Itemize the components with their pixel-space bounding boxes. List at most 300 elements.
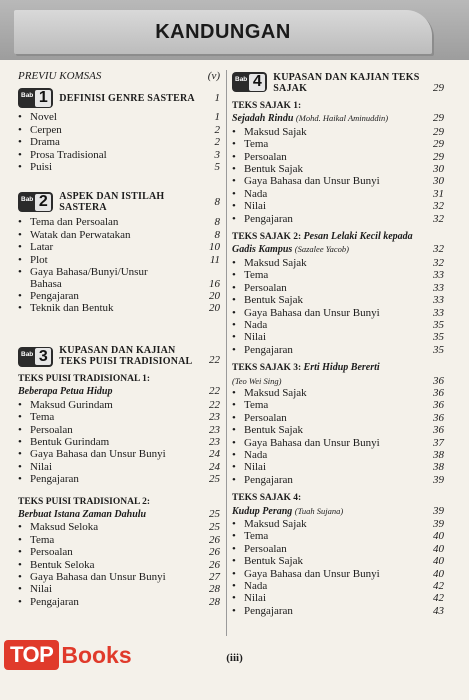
toc-item[interactable] bbox=[232, 175, 444, 187]
bullet-icon: • bbox=[18, 423, 22, 436]
section-subtitle-text: Sejadah Rindu bbox=[232, 113, 294, 125]
bullet-icon: • bbox=[18, 533, 22, 546]
item-page: 29 bbox=[433, 125, 444, 138]
toc-item[interactable] bbox=[18, 546, 220, 558]
toc-item[interactable] bbox=[18, 161, 220, 173]
bullet-icon: • bbox=[232, 306, 236, 319]
bullet-icon: • bbox=[232, 448, 236, 461]
item-page: 28 bbox=[209, 595, 220, 608]
section-subtitle-text: Beberapa Petua Hidup bbox=[18, 386, 113, 398]
item-page: 26 bbox=[209, 558, 220, 571]
toc-item[interactable] bbox=[232, 269, 444, 281]
item-page: 28 bbox=[209, 583, 220, 596]
section-heading-label: TEKS SAJAK 2: bbox=[232, 232, 302, 243]
item-page: 27 bbox=[209, 570, 220, 583]
section-subtitle-text: Pesan Lelaki Kecil kepada bbox=[303, 231, 413, 243]
bullet-icon: • bbox=[232, 518, 236, 530]
toc-item[interactable] bbox=[18, 399, 220, 411]
toc-item[interactable] bbox=[232, 592, 444, 604]
chapter-number: 2 bbox=[35, 194, 51, 211]
section-page: 22 bbox=[209, 385, 220, 398]
bullet-icon: • bbox=[18, 460, 22, 473]
toc-item[interactable] bbox=[18, 290, 220, 302]
bullet-icon: • bbox=[18, 398, 22, 411]
bullet-icon: • bbox=[232, 386, 236, 399]
toc-item[interactable] bbox=[232, 424, 444, 436]
bullet-icon: • bbox=[232, 592, 236, 605]
item-label: Persoalan bbox=[30, 546, 73, 559]
item-page: 32 bbox=[433, 200, 444, 213]
chapter-title bbox=[273, 72, 433, 94]
item-page: 36 bbox=[433, 424, 444, 437]
bullet-icon: • bbox=[232, 163, 236, 176]
item-page: 38 bbox=[433, 461, 444, 474]
chapter-badge-word: Bab bbox=[21, 92, 34, 100]
toc-item[interactable] bbox=[232, 200, 444, 212]
page-number: (iii) bbox=[226, 652, 243, 664]
toc-item[interactable] bbox=[232, 518, 444, 530]
chapter-badge bbox=[18, 347, 53, 367]
item-label: Plot bbox=[30, 253, 48, 266]
toc-item[interactable] bbox=[18, 448, 220, 460]
item-page: 2 bbox=[214, 136, 220, 149]
bullet-icon: • bbox=[232, 424, 236, 437]
item-label: Nilai bbox=[30, 583, 52, 596]
chapter-title-line1: KUPASAN DAN KAJIAN bbox=[59, 344, 176, 356]
toc-item[interactable] bbox=[18, 559, 220, 571]
logo-top: TOP bbox=[4, 640, 59, 670]
item-label: Pengajaran bbox=[244, 604, 293, 617]
item-label: Teknik dan Bentuk bbox=[30, 302, 114, 315]
chapter-page: 29 bbox=[433, 81, 444, 94]
item-label: Gaya Bahasa dan Unsur Bunyi bbox=[244, 567, 380, 580]
chapter-badge-word: Bab bbox=[21, 350, 34, 358]
bullet-icon: • bbox=[232, 343, 236, 356]
section-heading: TEKS PUISI TRADISIONAL 1: bbox=[18, 373, 151, 384]
item-page: 31 bbox=[433, 187, 444, 200]
bullet-icon: • bbox=[18, 411, 22, 424]
item-label: Nilai bbox=[30, 460, 52, 473]
section-heading: TEKS SAJAK 1: bbox=[232, 101, 302, 111]
section-page: 29 bbox=[433, 112, 444, 125]
section-subtitle[interactable] bbox=[18, 508, 220, 521]
toc-item[interactable] bbox=[232, 257, 444, 269]
section-subtitle[interactable] bbox=[232, 375, 444, 387]
chapter-number: 4 bbox=[249, 74, 265, 91]
item-page: 11 bbox=[209, 253, 220, 266]
toc-item[interactable] bbox=[232, 605, 444, 617]
section-subtitle-text: Kudup Perang bbox=[232, 505, 293, 517]
item-page: 23 bbox=[209, 435, 220, 448]
section-subtitle[interactable] bbox=[232, 243, 444, 256]
item-label: Maksud Sajak bbox=[244, 256, 307, 269]
toc-item[interactable] bbox=[232, 213, 444, 225]
item-page: 23 bbox=[209, 423, 220, 436]
section-subtitle-continued: Gadis Kampus bbox=[232, 244, 293, 256]
item-label: Maksud Gurindam bbox=[30, 398, 113, 411]
bullet-icon: • bbox=[232, 530, 236, 543]
chapter-number: 3 bbox=[35, 348, 51, 365]
item-label: Novel bbox=[30, 111, 57, 124]
toc-item[interactable] bbox=[232, 163, 444, 175]
bullet-icon: • bbox=[232, 187, 236, 200]
item-label: Nilai bbox=[244, 200, 266, 213]
item-page: 23 bbox=[209, 411, 220, 424]
item-page: 35 bbox=[433, 331, 444, 344]
bullet-icon: • bbox=[18, 546, 22, 559]
section-subtitle[interactable] bbox=[18, 385, 220, 398]
toc-item[interactable] bbox=[18, 571, 220, 583]
item-page: 35 bbox=[433, 318, 444, 331]
chapter-badge-word: Bab bbox=[235, 76, 248, 83]
item-page: 16 bbox=[209, 278, 220, 291]
item-label: Maksud Sajak bbox=[244, 386, 307, 399]
item-page: 40 bbox=[433, 530, 444, 543]
bullet-icon: • bbox=[18, 161, 22, 174]
bullet-icon: • bbox=[232, 461, 236, 474]
bullet-icon: • bbox=[18, 290, 22, 303]
bullet-icon: • bbox=[232, 411, 236, 424]
item-page: 40 bbox=[433, 567, 444, 580]
item-label: Pengajaran bbox=[244, 343, 293, 356]
item-label: Persoalan bbox=[244, 150, 287, 163]
toc-item[interactable] bbox=[18, 583, 220, 595]
toc-item[interactable] bbox=[232, 319, 444, 331]
chapter-heading-bab4[interactable] bbox=[232, 72, 444, 94]
item-page: 37 bbox=[433, 436, 444, 449]
bullet-icon: • bbox=[232, 318, 236, 331]
section-page: 32 bbox=[433, 243, 444, 256]
item-page: 29 bbox=[433, 138, 444, 151]
page-title: KANDUNGAN bbox=[155, 20, 291, 43]
item-label: Bentuk Sajak bbox=[244, 555, 303, 568]
bullet-icon: • bbox=[232, 567, 236, 580]
preview-page: (v) bbox=[207, 70, 220, 82]
item-page: 8 bbox=[214, 228, 220, 241]
item-page: 20 bbox=[209, 290, 220, 303]
header-band bbox=[0, 0, 469, 60]
toc-right-column bbox=[232, 70, 444, 617]
item-page: 30 bbox=[433, 175, 444, 188]
toc-item[interactable] bbox=[18, 302, 220, 314]
bullet-icon: • bbox=[232, 436, 236, 449]
bullet-icon: • bbox=[232, 200, 236, 213]
item-page: 8 bbox=[214, 216, 220, 229]
bullet-icon: • bbox=[18, 253, 22, 266]
toc-item[interactable] bbox=[232, 568, 444, 580]
item-label: Maksud Sajak bbox=[244, 125, 307, 138]
chapter-heading-bab3[interactable] bbox=[18, 345, 220, 367]
bullet-icon: • bbox=[232, 580, 236, 593]
toc-item[interactable] bbox=[232, 331, 444, 343]
chapter-page: 8 bbox=[214, 196, 220, 209]
bullet-icon: • bbox=[232, 473, 236, 486]
item-label: Tema bbox=[30, 533, 55, 546]
logo-books: Books bbox=[61, 641, 132, 668]
chapter-title: ASPEK DAN ISTILAH SASTERA bbox=[59, 191, 165, 214]
chapter-badge-word: Bab bbox=[21, 196, 34, 204]
bullet-icon: • bbox=[232, 138, 236, 151]
toc-item[interactable] bbox=[232, 580, 444, 592]
item-page: 35 bbox=[433, 343, 444, 356]
toc-item[interactable] bbox=[232, 412, 444, 424]
section-heading: TEKS SAJAK 4: bbox=[232, 493, 302, 504]
toc-item[interactable] bbox=[232, 138, 444, 150]
item-label: Tema bbox=[244, 399, 269, 412]
item-label: Bentuk Gurindam bbox=[30, 435, 110, 448]
section-subtitle-text: Berbuat Istana Zaman Dahulu bbox=[18, 508, 147, 520]
item-page: 38 bbox=[433, 448, 444, 461]
item-page: 32 bbox=[433, 212, 444, 225]
bullet-icon: • bbox=[18, 435, 22, 448]
bullet-icon: • bbox=[232, 212, 236, 225]
toc-item[interactable] bbox=[18, 596, 220, 608]
item-page: 26 bbox=[209, 533, 220, 546]
chapter-heading-bab2[interactable] bbox=[18, 191, 220, 213]
toc-item[interactable] bbox=[18, 436, 220, 448]
toc-item[interactable] bbox=[232, 399, 444, 411]
toc-item[interactable] bbox=[232, 282, 444, 294]
item-page: 24 bbox=[209, 448, 220, 461]
chapter-heading-bab1[interactable] bbox=[18, 88, 220, 108]
item-page: 24 bbox=[209, 460, 220, 473]
toc-item[interactable] bbox=[232, 543, 444, 555]
toc-item[interactable] bbox=[18, 473, 220, 485]
chapter-title-line2: TEKS PUISI TRADISIONAL bbox=[59, 355, 193, 367]
item-page: 36 bbox=[433, 399, 444, 412]
item-label: Tema bbox=[244, 138, 269, 151]
item-label: Cerpen bbox=[30, 123, 62, 136]
toc-item[interactable] bbox=[232, 530, 444, 542]
section-page: 36 bbox=[433, 374, 444, 387]
section-page: 39 bbox=[433, 504, 444, 517]
section-heading: TEKS PUISI TRADISIONAL 2: bbox=[18, 496, 151, 507]
bullet-icon: • bbox=[18, 148, 22, 161]
section-author: (Tuah Sujana) bbox=[294, 505, 344, 516]
bullet-icon: • bbox=[18, 570, 22, 583]
item-label: Maksud Sajak bbox=[244, 518, 307, 530]
bullet-icon: • bbox=[18, 241, 22, 254]
item-label: Pengajaran bbox=[30, 473, 79, 486]
toc-item[interactable] bbox=[18, 124, 220, 136]
toc-item[interactable] bbox=[18, 136, 220, 148]
item-page: 43 bbox=[433, 604, 444, 617]
toc-entry-previu[interactable] bbox=[18, 70, 220, 82]
item-page: 40 bbox=[433, 542, 444, 555]
bullet-icon: • bbox=[232, 269, 236, 282]
bullet-icon: • bbox=[18, 473, 22, 486]
section-heading bbox=[232, 231, 444, 243]
item-label: Drama bbox=[30, 136, 60, 149]
item-label: Persoalan bbox=[244, 281, 287, 294]
bullet-icon: • bbox=[18, 111, 22, 124]
item-label: Persoalan bbox=[30, 423, 73, 436]
toc-item[interactable] bbox=[18, 254, 220, 266]
item-page: 1 bbox=[214, 111, 220, 124]
bullet-icon: • bbox=[232, 331, 236, 344]
item-page: 42 bbox=[433, 592, 444, 605]
chapter-title: DEFINISI GENRE SASTERA bbox=[59, 92, 195, 104]
section-subtitle[interactable] bbox=[232, 112, 444, 125]
toc-item[interactable] bbox=[232, 437, 444, 449]
toc-item[interactable] bbox=[232, 294, 444, 306]
toc-item[interactable] bbox=[232, 344, 444, 356]
item-label: Nada bbox=[244, 318, 268, 331]
toc-item[interactable] bbox=[18, 216, 220, 228]
section-heading bbox=[232, 362, 444, 374]
toc-item[interactable] bbox=[232, 387, 444, 399]
toc-item[interactable] bbox=[18, 424, 220, 436]
toc-item[interactable] bbox=[18, 534, 220, 546]
bullet-icon: • bbox=[18, 266, 22, 279]
toc-item[interactable] bbox=[232, 474, 444, 486]
item-page: 2 bbox=[214, 123, 220, 136]
chapter-badge bbox=[232, 72, 267, 92]
item-page: 30 bbox=[433, 163, 444, 176]
bullet-icon: • bbox=[18, 216, 22, 229]
item-page: 40 bbox=[433, 555, 444, 568]
item-page: 5 bbox=[214, 161, 220, 174]
toc-item[interactable] bbox=[18, 241, 220, 253]
toc-item[interactable] bbox=[232, 555, 444, 567]
toc-item[interactable] bbox=[18, 521, 220, 533]
item-label: Gaya Bahasa/Bunyi/Unsur bbox=[30, 266, 148, 279]
item-page: 32 bbox=[433, 256, 444, 269]
section-heading-label: TEKS SAJAK 3: bbox=[232, 363, 302, 374]
item-page: 26 bbox=[209, 546, 220, 559]
item-label: Tema bbox=[30, 411, 55, 424]
item-page: 39 bbox=[433, 518, 444, 530]
item-page: 29 bbox=[433, 150, 444, 163]
bullet-icon: • bbox=[232, 175, 236, 188]
chapter-page: 1 bbox=[214, 92, 220, 105]
item-label: Gaya Bahasa dan Unsur Bunyi bbox=[30, 570, 166, 583]
item-label: Pengajaran bbox=[244, 212, 293, 225]
bullet-icon: • bbox=[18, 123, 22, 136]
bullet-icon: • bbox=[18, 595, 22, 608]
chapter-number: 1 bbox=[35, 90, 51, 107]
item-label: Nada bbox=[244, 580, 268, 593]
item-page: 33 bbox=[433, 306, 444, 319]
toc-item[interactable] bbox=[232, 461, 444, 473]
item-page: 10 bbox=[209, 241, 220, 254]
item-page: 36 bbox=[433, 411, 444, 424]
item-page: 36 bbox=[433, 386, 444, 399]
item-label: Tema bbox=[244, 269, 269, 282]
item-label: Nilai bbox=[244, 592, 266, 605]
item-page: 3 bbox=[214, 148, 220, 161]
section-author: (Sazalee Yacob) bbox=[294, 244, 350, 255]
bullet-icon: • bbox=[18, 521, 22, 534]
section-author: (Teo Wei Sing) bbox=[232, 375, 282, 386]
item-page: 39 bbox=[433, 473, 444, 486]
item-label: Pengajaran bbox=[30, 595, 79, 608]
item-label: Bentuk Sajak bbox=[244, 294, 303, 307]
chapter-title-line1: KUPASAN DAN KAJIAN TEKS bbox=[273, 72, 420, 83]
item-page: 33 bbox=[433, 281, 444, 294]
topbooks-logo bbox=[4, 640, 132, 670]
bullet-icon: • bbox=[18, 448, 22, 461]
item-label: Bentuk Seloka bbox=[30, 558, 95, 571]
preview-label: PREVIU KOMSAS bbox=[18, 70, 102, 82]
item-label: Nada bbox=[244, 448, 268, 461]
bullet-icon: • bbox=[18, 136, 22, 149]
bullet-icon: • bbox=[232, 604, 236, 617]
item-label: Tema bbox=[244, 530, 269, 543]
item-label: Tema dan Persoalan bbox=[30, 216, 119, 229]
item-page: 25 bbox=[209, 521, 220, 534]
toc-item[interactable] bbox=[18, 266, 220, 290]
bullet-icon: • bbox=[232, 256, 236, 269]
item-label-multiline bbox=[30, 266, 148, 290]
bullet-icon: • bbox=[18, 302, 22, 315]
item-label: Bentuk Sajak bbox=[244, 424, 303, 437]
bullet-icon: • bbox=[232, 150, 236, 163]
item-label: Prosa Tradisional bbox=[30, 148, 107, 161]
column-divider bbox=[226, 70, 227, 636]
toc-item[interactable] bbox=[232, 307, 444, 319]
item-label: Watak dan Perwatakan bbox=[30, 228, 131, 241]
item-label: Persoalan bbox=[244, 542, 287, 555]
toc-item[interactable] bbox=[232, 188, 444, 200]
toc-item[interactable] bbox=[18, 229, 220, 241]
toc-item[interactable] bbox=[232, 449, 444, 461]
chapter-title-line2: SAJAK bbox=[273, 83, 308, 94]
toc-item[interactable] bbox=[232, 126, 444, 138]
bullet-icon: • bbox=[232, 399, 236, 412]
item-label: Pengajaran bbox=[244, 473, 293, 486]
bullet-icon: • bbox=[18, 583, 22, 596]
section-author: (Mohd. Haikal Aminuddin) bbox=[295, 113, 389, 124]
section-subtitle-text: Erti Hidup Bererti bbox=[303, 362, 380, 374]
bullet-icon: • bbox=[232, 542, 236, 555]
toc-item[interactable] bbox=[18, 411, 220, 423]
item-label-continued: Bahasa bbox=[30, 278, 62, 291]
item-page: 25 bbox=[209, 473, 220, 486]
toc-item[interactable] bbox=[232, 151, 444, 163]
chapter-title bbox=[59, 345, 209, 367]
item-page: 33 bbox=[433, 294, 444, 307]
item-label: Gaya Bahasa dan Unsur Bunyi bbox=[244, 175, 380, 188]
toc-item[interactable] bbox=[18, 461, 220, 473]
chapter-page: 22 bbox=[209, 354, 220, 367]
toc-item[interactable] bbox=[18, 111, 220, 123]
item-label: Pengajaran bbox=[30, 290, 79, 303]
item-label: Nada bbox=[244, 187, 268, 200]
item-label: Nilai bbox=[244, 461, 266, 474]
item-label: Nilai bbox=[244, 331, 266, 344]
item-page: 22 bbox=[209, 398, 220, 411]
item-label: Bentuk Sajak bbox=[244, 163, 303, 176]
item-label: Latar bbox=[30, 241, 54, 254]
title-plate bbox=[14, 10, 432, 54]
item-label: Gaya Bahasa dan Unsur Bunyi bbox=[244, 306, 380, 319]
item-page: 42 bbox=[433, 580, 444, 593]
section-page: 25 bbox=[209, 507, 220, 520]
bullet-icon: • bbox=[232, 294, 236, 307]
bullet-icon: • bbox=[18, 558, 22, 571]
bullet-icon: • bbox=[232, 281, 236, 294]
section-subtitle[interactable] bbox=[232, 505, 444, 518]
item-label: Persoalan bbox=[244, 411, 287, 424]
chapter-badge bbox=[18, 88, 53, 108]
item-label: Gaya Bahasa dan Unsur Bunyi bbox=[30, 448, 166, 461]
toc-item[interactable] bbox=[18, 149, 220, 161]
bullet-icon: • bbox=[232, 125, 236, 138]
item-label: Maksud Seloka bbox=[30, 521, 99, 534]
item-page: 33 bbox=[433, 269, 444, 282]
item-label: Puisi bbox=[30, 161, 53, 174]
